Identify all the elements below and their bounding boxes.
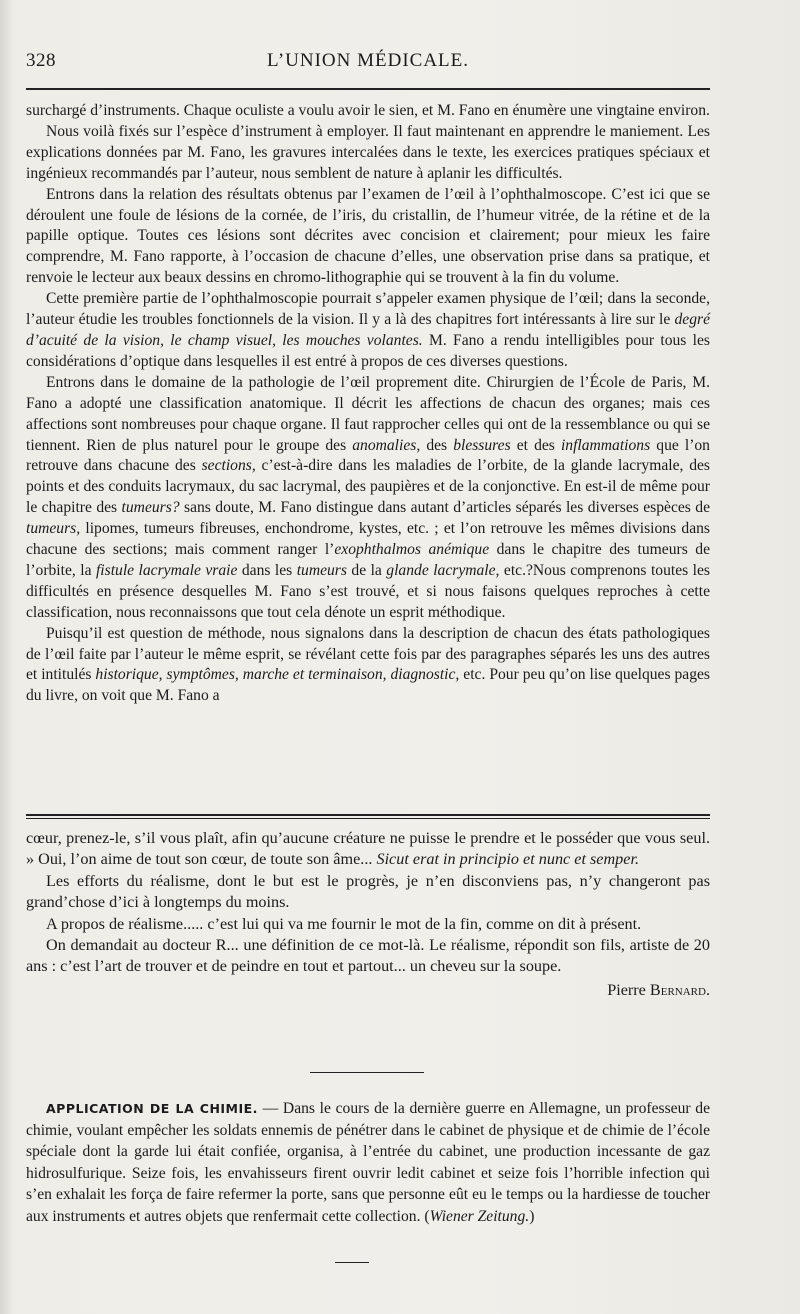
header-rule — [26, 88, 710, 90]
review-article-continuation — [26, 101, 710, 707]
paragraph: Les efforts du réalisme, dont le but est le progrès, je n’en disconviens pas, n’y changeront pas grand’chose d’ici à longtemps du moins. — [26, 871, 710, 912]
paragraph: Entrons dans la relation des résultats obtenus par l’examen de l’œil à l’ophthalmoscope. C’est ici que se déroulent une foule de lésions de la cornée, de l’iris, du cristallin, de l’humeur vitrée, de la rétine et de la papille optique. Toutes ces lésions sont décrites avec concision et clairement; pour mieux les faire comprendre, M. Fano rapporte, à l’occasion de chacune d’elles, une observation prise dans sa pratique, et renvoie le lecteur aux beaux dessins en chromo-lithographie qui se trouvent à la fin du volume. — [26, 185, 710, 287]
paragraph: Nous voilà fixés sur l’espèce d’instrument à employer. Il faut maintenant en apprendre le maniement. Les explications données par M. Fano, les gravures intercalées dans le texte, les exercices pratiques spéciaux et ingénieux recommandés par l’auteur, nous semblent de nature à aplanir les difficultés. — [26, 122, 710, 182]
news-item — [26, 1098, 710, 1227]
paragraph: surchargé d’instruments. Chaque oculiste a voulu avoir le sien, et M. Fano en énumère une vingtaine environ. — [26, 102, 710, 119]
paragraph: On demandait au docteur R... une définition de ce mot-là. Le réalisme, répondit son fils, artiste de 20 ans : c’est l’art de trouver et de peindre en tout et partout... un cheveu sur la soupe. — [26, 936, 710, 976]
paragraph: Puisqu’il est question de méthode, nous signalons dans la description de chacun des états pathologiques de l’œil faite par l’auteur le même esprit, se révélant cette fois par des paragraphes séparés les uns des autres et intitulés historique, symptômes, marche et terminaison, diagnostic, etc. Pour peu qu’on lise quelques pages du livre, on voit que M. Fano a — [26, 624, 711, 705]
item-heading: APPLICATION DE LA CHIMIE. — [46, 1101, 258, 1116]
page-number: 328 — [26, 50, 56, 71]
paragraph: cœur, prenez-le, s’il vous plaît, afin qu’aucune créature ne puisse le prendre et le posséder que vous seul. » Oui, l’on aime de tout son cœur, de toute son âme... Sicut erat in principio et nunc et semper. — [26, 829, 710, 869]
separator-rule — [310, 1072, 424, 1073]
source-citation: Wiener Zeitung. — [429, 1207, 530, 1225]
paragraph: A propos de réalisme..... c’est lui qui va me fournir le mot de la fin, comme on dit à présent. — [46, 914, 642, 933]
end-rule — [335, 1262, 369, 1263]
section-divider-rule — [26, 814, 710, 816]
page-header — [26, 50, 710, 80]
section-divider-rule-thin — [26, 818, 710, 819]
author-signature: Pierre Bernard. — [607, 980, 710, 999]
paragraph: Entrons dans le domaine de la pathologie de l’œil proprement dite. Chirurgien de l’École de Paris, M. Fano a adopté une classification anatomique. Il décrit les affections de chacun des organes; mais ces affections sont nombreuses pour chaque organe. Il faut rapprocher celles qui ont de la ressemblance ou qui se tiennent. Rien de plus naturel pour le groupe des anomalies, des blessures et des inflammations que l’on retrouve dans chacune des sections, c’est-à-dire dans les maladies de l’orbite, de la glande lacrymale, des points et des conduits lacrymaux, du sac lacrymal, des paupières et de la conjonctive. En est-il de même pour le chapitre des tumeurs? sans doute, M. Fano distingue dans autant d’articles séparés les diverses espèces de tumeurs, lipomes, tumeurs fibreuses, enchondrome, kystes, etc. ; et l’on retrouve les mêmes divisions dans chacune des sections; mais comment ranger l’exophthalmos anémique dans le chapitre des tumeurs de l’orbite, la fistule lacrymale vraie dans les tumeurs de la glande lacrymale, etc.?Nous comprenons toutes les difficultés en présence desquelles M. Fano s’est trouvé, et si nous faisons quelques reproches à cette classification, nous reconnaissons que tout cela dénote un esprit méthodique. — [26, 373, 711, 621]
feuilleton-continuation — [26, 828, 710, 1001]
running-title: L’UNION MÉDICALE. — [266, 50, 470, 71]
paragraph: Cette première partie de l’ophthalmoscopie pourrait s’appeler examen physique de l’œil; dans la seconde, l’auteur étudie les troubles fonctionnels de la vision. Il y a là des chapitres fort intéressants à lire sur le degré d’acuité de la vision, le champ visuel, les mouches volantes. M. Fano a rendu intelligibles pour tous les considérations d’optique dans lesquelles il est entré à propos de ces diverses questions. — [26, 290, 711, 370]
paragraph: APPLICATION DE LA CHIMIE. — Dans le cours de la dernière guerre en Allemagne, un professeur de chimie, voulant empêcher les soldats ennemis de pénétrer dans le cabinet de physique et de chimie de l’école spéciale dont la garde lui était confiée, organisa, à l’entrée du cabinet, une production incessante de gaz hidrosulfurique. Seize fois, les envahisseurs firent ouvrir ledit cabinet et seize fois l’horrible infection qui s’en exhalait les força de faire refermer la porte, sans que personne eût eu le temps ou la hardiesse de toucher aux instruments et autres objets que renfermait cette collection. (Wiener Zeitung.) — [26, 1100, 710, 1225]
